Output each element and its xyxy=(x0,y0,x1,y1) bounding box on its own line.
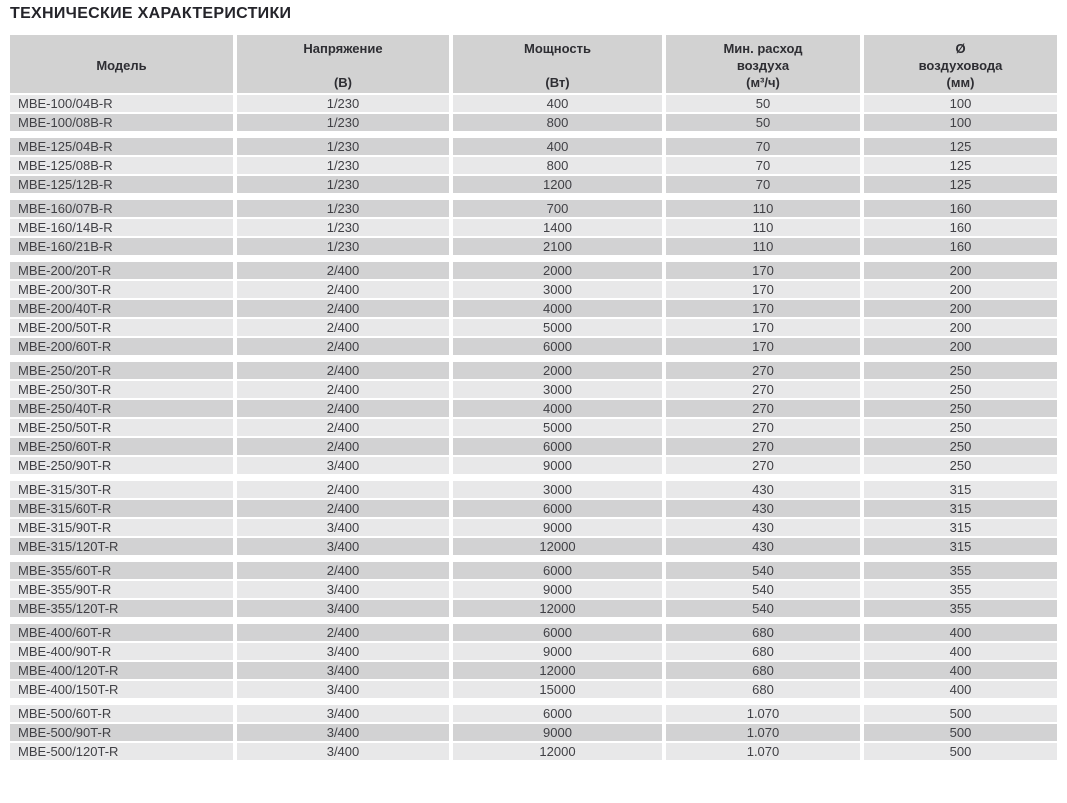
cell-airflow: 170 xyxy=(666,300,860,317)
cell-diameter: 400 xyxy=(864,662,1057,679)
header-line xyxy=(10,40,233,57)
cell-diameter: 250 xyxy=(864,400,1057,417)
cell-diameter: 315 xyxy=(864,538,1057,555)
cell-voltage: 3/400 xyxy=(237,662,449,679)
table-row xyxy=(10,300,1057,317)
cell-voltage: 2/400 xyxy=(237,624,449,641)
cell-airflow: 430 xyxy=(666,500,860,517)
cell-power: 1400 xyxy=(453,219,662,236)
cell-power: 4000 xyxy=(453,300,662,317)
cell-power: 9000 xyxy=(453,457,662,474)
table-row xyxy=(10,262,1057,279)
cell-airflow: 430 xyxy=(666,481,860,498)
cell-airflow: 680 xyxy=(666,681,860,698)
cell-model: MBE-125/08B-R xyxy=(10,157,233,174)
cell-power: 12000 xyxy=(453,538,662,555)
cell-power: 6000 xyxy=(453,705,662,722)
header-cell-voltage xyxy=(237,35,449,93)
cell-diameter: 160 xyxy=(864,238,1057,255)
cell-model: MBE-160/14B-R xyxy=(10,219,233,236)
cell-model: MBE-200/30T-R xyxy=(10,281,233,298)
model-group-MBE-100 xyxy=(10,95,1057,131)
cell-power: 9000 xyxy=(453,581,662,598)
header-line: (мм) xyxy=(946,75,975,90)
cell-airflow: 170 xyxy=(666,338,860,355)
cell-diameter: 315 xyxy=(864,500,1057,517)
cell-airflow: 540 xyxy=(666,581,860,598)
cell-voltage: 3/400 xyxy=(237,643,449,660)
cell-model: MBE-315/30T-R xyxy=(10,481,233,498)
cell-model: MBE-100/08B-R xyxy=(10,114,233,131)
cell-power: 700 xyxy=(453,200,662,217)
cell-airflow: 680 xyxy=(666,643,860,660)
cell-voltage: 2/400 xyxy=(237,438,449,455)
table-row xyxy=(10,319,1057,336)
header-line: Мин. расход xyxy=(723,41,803,56)
cell-power: 15000 xyxy=(453,681,662,698)
page-title: ТЕХНИЧЕСКИЕ ХАРАКТЕРИСТИКИ xyxy=(10,5,292,22)
cell-power: 2000 xyxy=(453,362,662,379)
cell-model: MBE-250/50T-R xyxy=(10,419,233,436)
table-row xyxy=(10,219,1057,236)
header-line xyxy=(453,57,662,74)
cell-voltage: 2/400 xyxy=(237,262,449,279)
table-row xyxy=(10,624,1057,641)
cell-power: 3000 xyxy=(453,481,662,498)
cell-airflow: 270 xyxy=(666,381,860,398)
cell-power: 400 xyxy=(453,138,662,155)
cell-diameter: 250 xyxy=(864,419,1057,436)
table-row xyxy=(10,200,1057,217)
cell-power: 4000 xyxy=(453,400,662,417)
cell-airflow: 110 xyxy=(666,238,860,255)
cell-airflow: 540 xyxy=(666,600,860,617)
table-row xyxy=(10,705,1057,722)
cell-airflow: 430 xyxy=(666,538,860,555)
cell-power: 2100 xyxy=(453,238,662,255)
header-line: Модель xyxy=(96,58,147,73)
cell-model: MBE-200/50T-R xyxy=(10,319,233,336)
cell-model: MBE-355/60T-R xyxy=(10,562,233,579)
cell-model: MBE-355/120T-R xyxy=(10,600,233,617)
table-row xyxy=(10,95,1057,112)
model-group-MBE-160 xyxy=(10,200,1057,255)
header-cell-airflow xyxy=(666,35,860,93)
cell-model: MBE-355/90T-R xyxy=(10,581,233,598)
cell-voltage: 2/400 xyxy=(237,481,449,498)
cell-voltage: 2/400 xyxy=(237,562,449,579)
cell-diameter: 125 xyxy=(864,176,1057,193)
cell-power: 800 xyxy=(453,114,662,131)
cell-airflow: 1.070 xyxy=(666,743,860,760)
cell-power: 1200 xyxy=(453,176,662,193)
cell-model: MBE-250/60T-R xyxy=(10,438,233,455)
cell-diameter: 315 xyxy=(864,481,1057,498)
cell-model: MBE-200/20T-R xyxy=(10,262,233,279)
header-cell-model xyxy=(10,35,233,93)
cell-airflow: 170 xyxy=(666,262,860,279)
cell-airflow: 70 xyxy=(666,138,860,155)
cell-diameter: 400 xyxy=(864,643,1057,660)
cell-diameter: 250 xyxy=(864,438,1057,455)
cell-model: MBE-200/60T-R xyxy=(10,338,233,355)
table-row xyxy=(10,400,1057,417)
cell-diameter: 355 xyxy=(864,562,1057,579)
table-row xyxy=(10,157,1057,174)
cell-diameter: 315 xyxy=(864,519,1057,536)
cell-model: MBE-400/60T-R xyxy=(10,624,233,641)
cell-power: 3000 xyxy=(453,281,662,298)
table-row xyxy=(10,519,1057,536)
header-line xyxy=(237,57,449,74)
table-row xyxy=(10,281,1057,298)
cell-voltage: 2/400 xyxy=(237,381,449,398)
table-row xyxy=(10,457,1057,474)
cell-voltage: 1/230 xyxy=(237,114,449,131)
cell-voltage: 2/400 xyxy=(237,319,449,336)
header-line: (Вт) xyxy=(545,75,570,90)
cell-power: 6000 xyxy=(453,438,662,455)
model-group-MBE-315 xyxy=(10,481,1057,555)
cell-airflow: 270 xyxy=(666,400,860,417)
model-group-MBE-355 xyxy=(10,562,1057,617)
cell-airflow: 170 xyxy=(666,281,860,298)
cell-model: MBE-500/60T-R xyxy=(10,705,233,722)
cell-power: 9000 xyxy=(453,643,662,660)
table-row xyxy=(10,338,1057,355)
cell-airflow: 70 xyxy=(666,157,860,174)
cell-airflow: 1.070 xyxy=(666,724,860,741)
cell-model: MBE-315/90T-R xyxy=(10,519,233,536)
cell-diameter: 125 xyxy=(864,157,1057,174)
cell-diameter: 160 xyxy=(864,200,1057,217)
cell-airflow: 1.070 xyxy=(666,705,860,722)
table-row xyxy=(10,681,1057,698)
cell-voltage: 2/400 xyxy=(237,400,449,417)
cell-power: 9000 xyxy=(453,519,662,536)
cell-voltage: 3/400 xyxy=(237,724,449,741)
cell-diameter: 200 xyxy=(864,300,1057,317)
cell-power: 3000 xyxy=(453,381,662,398)
table-row xyxy=(10,114,1057,131)
table-row xyxy=(10,238,1057,255)
table-row xyxy=(10,581,1057,598)
header-line: (В) xyxy=(333,75,353,90)
header-line xyxy=(10,74,233,91)
cell-diameter: 355 xyxy=(864,581,1057,598)
cell-voltage: 2/400 xyxy=(237,419,449,436)
table-row xyxy=(10,538,1057,555)
table-body xyxy=(10,95,1057,760)
table-row xyxy=(10,481,1057,498)
table-row xyxy=(10,600,1057,617)
cell-diameter: 160 xyxy=(864,219,1057,236)
cell-airflow: 680 xyxy=(666,624,860,641)
cell-diameter: 200 xyxy=(864,281,1057,298)
header-line: воздуха xyxy=(736,58,790,73)
cell-model: MBE-250/90T-R xyxy=(10,457,233,474)
cell-voltage: 1/230 xyxy=(237,138,449,155)
header-line: Мощность xyxy=(524,41,591,56)
cell-voltage: 2/400 xyxy=(237,500,449,517)
cell-voltage: 3/400 xyxy=(237,705,449,722)
cell-airflow: 50 xyxy=(666,114,860,131)
cell-model: MBE-500/90T-R xyxy=(10,724,233,741)
table-row xyxy=(10,743,1057,760)
cell-diameter: 200 xyxy=(864,319,1057,336)
model-group-MBE-400 xyxy=(10,624,1057,698)
cell-voltage: 1/230 xyxy=(237,219,449,236)
cell-power: 12000 xyxy=(453,662,662,679)
cell-power: 12000 xyxy=(453,600,662,617)
cell-power: 800 xyxy=(453,157,662,174)
cell-model: MBE-250/20T-R xyxy=(10,362,233,379)
table-row xyxy=(10,138,1057,155)
cell-voltage: 2/400 xyxy=(237,362,449,379)
cell-power: 6000 xyxy=(453,338,662,355)
cell-airflow: 270 xyxy=(666,457,860,474)
cell-voltage: 3/400 xyxy=(237,581,449,598)
cell-model: MBE-400/90T-R xyxy=(10,643,233,660)
cell-diameter: 400 xyxy=(864,624,1057,641)
cell-diameter: 500 xyxy=(864,743,1057,760)
cell-power: 12000 xyxy=(453,743,662,760)
cell-model: MBE-125/04B-R xyxy=(10,138,233,155)
model-group-MBE-250 xyxy=(10,362,1057,474)
cell-airflow: 170 xyxy=(666,319,860,336)
cell-diameter: 125 xyxy=(864,138,1057,155)
cell-diameter: 200 xyxy=(864,338,1057,355)
cell-voltage: 3/400 xyxy=(237,681,449,698)
cell-diameter: 400 xyxy=(864,681,1057,698)
cell-model: MBE-315/120T-R xyxy=(10,538,233,555)
cell-voltage: 1/230 xyxy=(237,200,449,217)
header-line: (м³/ч) xyxy=(746,75,780,90)
cell-voltage: 1/230 xyxy=(237,95,449,112)
cell-voltage: 1/230 xyxy=(237,176,449,193)
model-group-MBE-200 xyxy=(10,262,1057,355)
cell-model: MBE-500/120T-R xyxy=(10,743,233,760)
cell-power: 6000 xyxy=(453,624,662,641)
cell-voltage: 3/400 xyxy=(237,457,449,474)
cell-voltage: 3/400 xyxy=(237,600,449,617)
cell-model: MBE-160/07B-R xyxy=(10,200,233,217)
table-row xyxy=(10,500,1057,517)
header-cell-power xyxy=(453,35,662,93)
cell-voltage: 2/400 xyxy=(237,338,449,355)
cell-diameter: 250 xyxy=(864,362,1057,379)
cell-airflow: 270 xyxy=(666,419,860,436)
cell-voltage: 2/400 xyxy=(237,281,449,298)
cell-power: 5000 xyxy=(453,419,662,436)
cell-airflow: 270 xyxy=(666,438,860,455)
cell-voltage: 2/400 xyxy=(237,300,449,317)
cell-airflow: 540 xyxy=(666,562,860,579)
model-group-MBE-500 xyxy=(10,705,1057,760)
cell-airflow: 270 xyxy=(666,362,860,379)
table-header-row xyxy=(10,35,1057,93)
cell-diameter: 250 xyxy=(864,381,1057,398)
cell-diameter: 200 xyxy=(864,262,1057,279)
cell-model: MBE-400/150T-R xyxy=(10,681,233,698)
header-line: Ø xyxy=(955,41,966,56)
table-row xyxy=(10,419,1057,436)
cell-power: 5000 xyxy=(453,319,662,336)
cell-airflow: 110 xyxy=(666,219,860,236)
header-line: воздуховода xyxy=(918,58,1003,73)
cell-voltage: 3/400 xyxy=(237,519,449,536)
cell-voltage: 1/230 xyxy=(237,238,449,255)
table-row xyxy=(10,562,1057,579)
table-row xyxy=(10,362,1057,379)
cell-airflow: 110 xyxy=(666,200,860,217)
cell-diameter: 500 xyxy=(864,705,1057,722)
cell-diameter: 250 xyxy=(864,457,1057,474)
cell-airflow: 430 xyxy=(666,519,860,536)
cell-model: MBE-125/12B-R xyxy=(10,176,233,193)
cell-diameter: 500 xyxy=(864,724,1057,741)
table-row xyxy=(10,643,1057,660)
cell-airflow: 70 xyxy=(666,176,860,193)
cell-model: MBE-200/40T-R xyxy=(10,300,233,317)
table-row xyxy=(10,438,1057,455)
cell-diameter: 100 xyxy=(864,95,1057,112)
table-row xyxy=(10,176,1057,193)
cell-power: 2000 xyxy=(453,262,662,279)
table-row xyxy=(10,381,1057,398)
header-cell-diameter xyxy=(864,35,1057,93)
header-line: Напряжение xyxy=(303,41,383,56)
table-row xyxy=(10,662,1057,679)
cell-power: 6000 xyxy=(453,500,662,517)
spec-table xyxy=(10,35,1057,767)
cell-airflow: 50 xyxy=(666,95,860,112)
cell-model: MBE-160/21B-R xyxy=(10,238,233,255)
cell-model: MBE-100/04B-R xyxy=(10,95,233,112)
cell-model: MBE-250/30T-R xyxy=(10,381,233,398)
cell-diameter: 100 xyxy=(864,114,1057,131)
cell-power: 400 xyxy=(453,95,662,112)
cell-voltage: 3/400 xyxy=(237,538,449,555)
cell-diameter: 355 xyxy=(864,600,1057,617)
cell-power: 6000 xyxy=(453,562,662,579)
cell-model: MBE-400/120T-R xyxy=(10,662,233,679)
cell-airflow: 680 xyxy=(666,662,860,679)
cell-power: 9000 xyxy=(453,724,662,741)
cell-model: MBE-315/60T-R xyxy=(10,500,233,517)
cell-voltage: 3/400 xyxy=(237,743,449,760)
table-row xyxy=(10,724,1057,741)
cell-voltage: 1/230 xyxy=(237,157,449,174)
model-group-MBE-125 xyxy=(10,138,1057,193)
cell-model: MBE-250/40T-R xyxy=(10,400,233,417)
